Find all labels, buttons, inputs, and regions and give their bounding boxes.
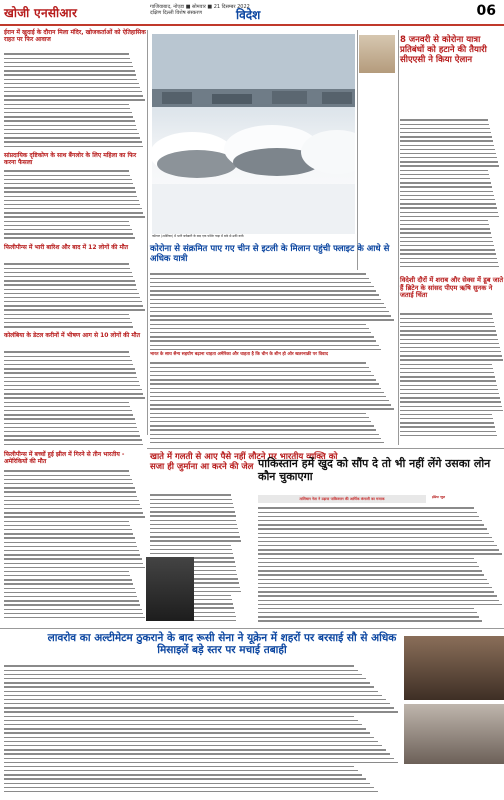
article-iran-headline: ईरान में खुदाई के दौरान मिला मंदिर, खोजकर्ताओं को ऐतिहासिक राहत पर फिर आवाज [4,29,146,43]
article-pakistan-body [258,506,504,624]
man-praying-photo [146,557,194,621]
page-number: 06 [476,3,496,19]
article-lake-headline: फिलीपीन्स में बच्चों हुई झील में गिरने से तीन भारतीय - अमेरिकियों की मौत [4,451,125,465]
article-india-us-subhead: भारत के साथ सैन्य सहयोग बढ़ाना चाहता अमेरिका और चाहता है कि चीन के शीन हो ओर खतरनाक्री पर विवाद [150,352,328,357]
article-pakistan-banner: तालिबान नेता ने उड़ाया पाकिस्तान की आर्थिक कंगाली का मजाक [258,495,426,503]
page-header [0,0,504,26]
article-ukraine-body [4,664,402,798]
article-lake-body [4,469,146,624]
article-china-italy-body [150,272,396,352]
missile-fire-photo [404,636,504,700]
article-iran-body [4,52,146,152]
article-bangalore-headline: सांप्रदायिक दृष्टिकोण के साथ बैंगलोर के लिए महिला का फिर करना फैसला [4,152,137,166]
article-account-money-headline: खाते में गलती से आए पैसे नहीं लौटने पर भारतीय व्यक्ति को सजा ही जुर्माना आ करने की जेल [150,452,338,472]
article-philippines-body [4,262,146,332]
snow-photo-caption: फॉटाल (अमेरिका) में भारी बर्फबारी के बाद एक फॉर्मर गाड़ा में बर्फ से ढकी कारें। [152,234,245,238]
article-covid-travel-body [400,118,500,273]
snow-cars-photo [152,34,355,234]
missile-smoke-photo [404,704,504,764]
column-rule [357,30,358,270]
vaccine-photo [359,35,395,73]
article-colombia-body [4,350,146,450]
article-ukraine-headline: लावरोव का अल्टीमेटम ठुकराने के बाद रूसी सेना ने यूक्रेन में शहरों पर बरसाई सौ से अधिक मिसाइलें बड़े स्तर पर मचाई तबाही [47,632,397,657]
article-covid-travel-headline: 8 जनवरी से कोरोना यात्रा प्रतिबंधों को हटाने की तैयारी सीएएसी ने किया ऐलान [400,35,487,65]
article-britain-body [400,312,504,442]
snow-scene-graphic [152,34,355,234]
article-china-italy-headline: कोरोना से संक्रमित पाए गए चीन से इटली के मिलान पहुंची फ्लाइट के आधे से अधिक यात्री [150,244,390,264]
article-colombia-headline: कोलंबिया के डेटल करीनों में भीषण आग से 10 लोगों की मौत [4,332,140,339]
article-philippines-headline: फिलीपीन्स में भारी बारिश और बाद में 12 लोगों की मौत [4,244,129,251]
dateline-sub: दक्षिण दिल्ली विशेष संस्करण [150,10,202,16]
article-bangalore-body [4,169,146,244]
article-pakistan-side-label: इंडिया न्यूज़ [432,495,446,499]
row-rule [0,628,504,629]
newspaper-brand: खोजी एनसीआर [4,6,78,20]
article-pakistan-headline: पाकिस्तान हमें खुद को सौंप दे तो भी नहीं लेंगे उसका लोन कौन चुकाएगा [258,457,491,483]
article-britain-headline: विदेशी दौरों में शराब और सेक्स में डूब जाते हैं ब्रिटेन के सांसद पीएम ऋषि सुनक ने जताई चिंता [400,276,504,300]
article-india-us-body [150,361,396,446]
row-rule [147,448,504,449]
section-title: विदेश [236,8,261,22]
column-rule [398,30,399,445]
column-rule [147,30,148,435]
dateline-main: गाजियाबाद, नोएडा ■ सोमवार ■ 21 दिसम्बर 2022 [150,4,250,10]
